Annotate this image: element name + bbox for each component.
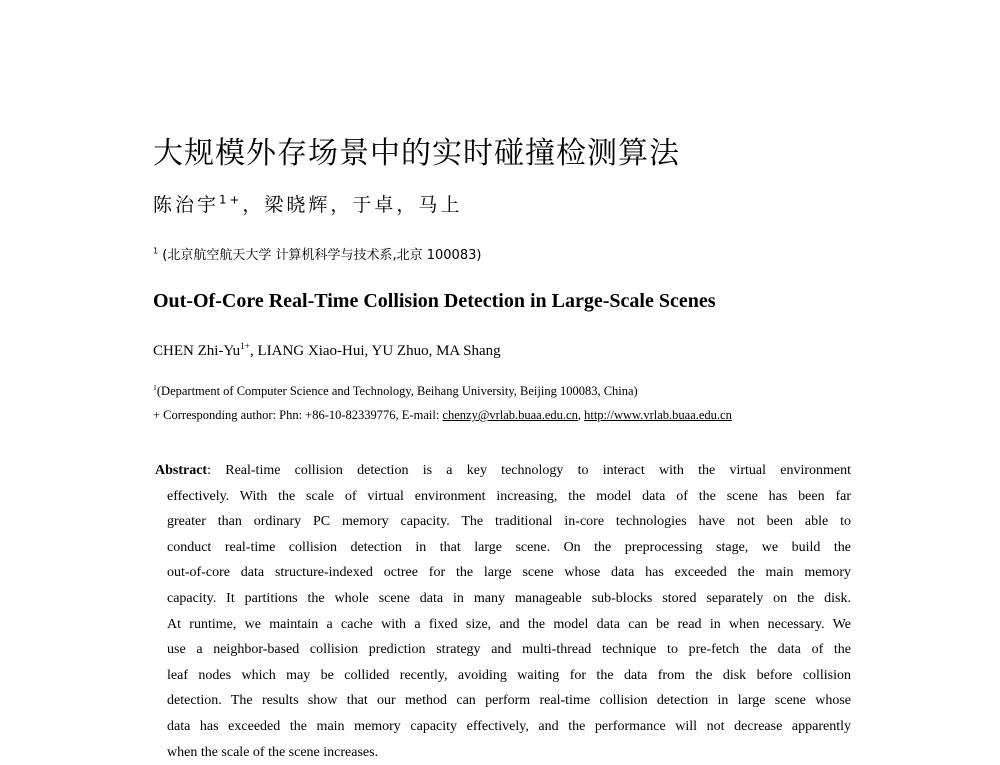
- english-other-authors: , LIANG Xiao-Hui, YU Zhuo, MA Shang: [249, 343, 501, 359]
- english-title: Out-Of-Core Real-Time Collision Detection in Large-Scale Scenes: [153, 290, 716, 312]
- chinese-authors: [153, 190, 462, 217]
- abstract: [155, 458, 851, 765]
- chinese-affiliation-mark: 1: [153, 246, 159, 256]
- contact-prefix: + Corresponding author: Phn: +86-10-82339776, E-mail:: [153, 408, 443, 422]
- contact-separator: ,: [577, 408, 585, 422]
- abstract-line: when the scale of the scene increases.: [167, 744, 379, 760]
- abstract-line: data has exceeded the main memory capacity effectively, and the performance will not decrease apparently: [167, 718, 851, 734]
- english-authors: [153, 343, 501, 360]
- email-link[interactable]: chenzy@vrlab.buaa.edu.cn: [442, 408, 578, 422]
- chinese-affiliation-text: (北京航空航天大学 计算机科学与技术系,北京 100083): [162, 248, 482, 263]
- english-first-author: CHEN Zhi-Yu: [153, 343, 241, 359]
- chinese-other-authors: ，梁晓辉，于卓，马上: [242, 194, 463, 216]
- abstract-line: detection. The results show that our method can perform real-time collision detection in large scene whose: [167, 693, 851, 709]
- english-affiliation: [153, 384, 638, 399]
- corresponding-author: [153, 408, 732, 423]
- english-affiliation-text: (Department of Computer Science and Technology, Beihang University, Beijing 100083, China): [156, 384, 638, 398]
- abstract-label: Abstract: [155, 463, 208, 478]
- english-first-author-mark: 1+: [240, 342, 250, 352]
- chinese-first-author-mark: 1+: [219, 192, 243, 207]
- abstract-line: capacity. It partitions the whole scene data in many manageable sub-blocks stored separately on the disk.: [167, 590, 851, 606]
- abstract-line: use a neighbor-based collision prediction strategy and multi-thread technique to pre-fetch the data of the: [167, 642, 851, 658]
- chinese-first-author: 陈治宇: [153, 194, 220, 216]
- abstract-line-text: : Real-time collision detection is a key technology to interact with the virtual environment: [207, 463, 851, 478]
- chinese-title: 大规模外存场景中的实时碰撞检测算法: [153, 136, 680, 171]
- abstract-line: out-of-core data structure-indexed octree for the large scene whose data has exceeded the main memory: [167, 565, 851, 581]
- abstract-line: [155, 458, 851, 484]
- chinese-affiliation: [153, 244, 481, 263]
- abstract-line: effectively. With the scale of virtual environment increasing, the model data of the scene has been far: [167, 488, 851, 504]
- abstract-line: conduct real-time collision detection in that large scene. On the preprocessing stage, we build the: [167, 539, 851, 555]
- abstract-line: greater than ordinary PC memory capacity. The traditional in-core technologies have not been able to: [167, 514, 851, 530]
- abstract-line: leaf nodes which may be collided recently, avoiding waiting for the data from the disk before collision: [167, 667, 851, 683]
- english-affiliation-mark: 1: [153, 382, 157, 392]
- abstract-line: At runtime, we maintain a cache with a fixed size, and the model data can be read in when necessary. We: [167, 616, 851, 632]
- website-link[interactable]: http://www.vrlab.buaa.edu.cn: [584, 408, 732, 422]
